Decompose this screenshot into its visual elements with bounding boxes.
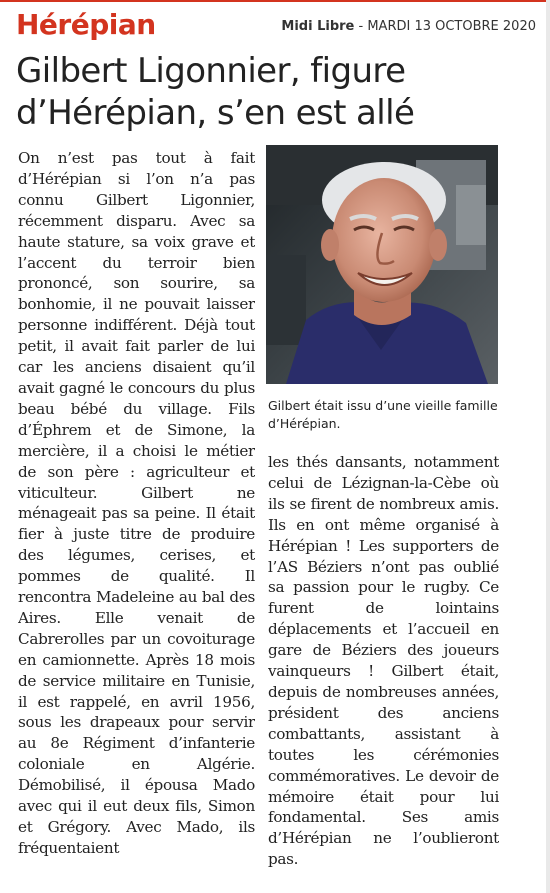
article-column-1: On n’est pas tout à fait d’Hérépian si l’on n’a pas connu Gilbert Ligonnier, récemment disparu. Avec sa haute stature, sa voix grave et l’accent du terroir bien prononcé, son sourire, sa bonhomie, il ne pouvait laisser personne indifférent. Déjà tout petit, il avait fait parler de lui car les anciens disaient qu’il avait gagné le concours du plus beau bébé du village. Fils d’Éphrem et de Simone, la mercière, il a choisi le métier de son père : agriculteur et viticulteur. Gilbert ne ménageait pas sa peine. Il était fier à juste titre de produire des légumes, cerises, et pommes de qualité. Il rencontra Madeleine au bal des Aires. Elle venait de Cabrerolles par un covoiturage en camionnette. Après 18 mois de service militaire en Tunisie, il est rappelé, en avril 1956, sous les drapeaux pour servir au 8e Régiment d’infanterie coloniale en Algérie. Démobilisé, il épousa Mado avec qui il eut deux fils, Simon et Grégory. Avec Mado, ils fréquentaient bbox=[18, 149, 255, 857]
publication-line bbox=[281, 19, 536, 34]
section-title: Hérépian bbox=[16, 8, 156, 41]
page-header bbox=[16, 6, 536, 46]
top-rule bbox=[0, 0, 550, 2]
publication-name: Midi Libre bbox=[281, 19, 355, 34]
page-edge bbox=[546, 0, 550, 893]
dateline: - MARDI 13 OCTOBRE 2020 bbox=[354, 19, 536, 34]
photo-caption: Gilbert était issu d’une vieille famille d’Hérépian. bbox=[268, 398, 498, 431]
article-column-2: les thés dansants, notamment celui de Lézignan-la-Cèbe où ils se firent de nombreux amis. Ils en ont même organisé à Hérépian ! Les supporters de l’AS Béziers n’ont pas oublié sa passion pour le rugby. Ce furent de lointains déplacements et l’accueil en gare de Béziers des joueurs vainqueurs ! Gilbert était, depuis de nombreuses années, président des anciens combattants, assistant à toutes les cérémonies commémoratives. Le devoir de mémoire était pour lui fondamental. Ses amis d’Hérépian ne l’oublieront pas. bbox=[268, 453, 499, 869]
article-photo bbox=[266, 145, 498, 384]
article-headline: Gilbert Ligonnier, figure d’Hérépian, s’en est allé bbox=[16, 51, 415, 133]
portrait-illustration bbox=[266, 145, 498, 384]
